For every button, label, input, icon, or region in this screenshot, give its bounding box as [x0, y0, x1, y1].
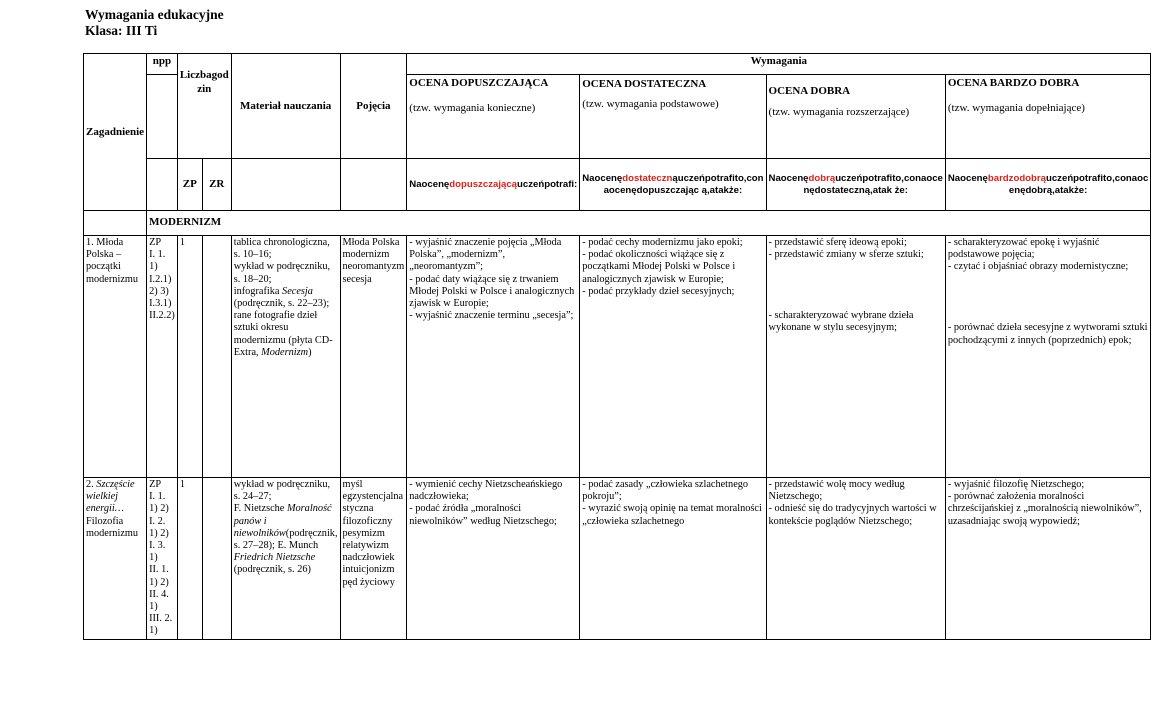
level-intro-dobra: Naocenędobrąuczeńpotrafito,conaoce nędostateczną,atak że: [766, 159, 945, 211]
level-intro-dopuszczajaca: Naocenędopuszczającąuczeńpotrafi: [407, 159, 580, 211]
requirements-table [83, 53, 1151, 640]
level-intro-dostateczna: Naocenędostatecznąuczeńpotrafito,con aocenędopuszczając ą,atakże: [580, 159, 766, 211]
npp-cell: ZP I. 1. 1) 2) I. 2. 1) 2) I. 3. 1) II. 1. 1) 2) II. 4. 1) III. 2. 1) [147, 478, 178, 640]
level-subtitle: (tzw. wymagania podstawowe) [582, 98, 719, 110]
header-zr: ZR [202, 159, 231, 211]
requirements-dostateczna: - podać zasady „człowieka szlachetnego pokroju”; - wyrazić swoją opinię na temat moralności „człowieka szlachetnego [580, 478, 766, 640]
header-npp-blank-2 [147, 159, 178, 211]
requirements-dopuszczajaca: - wyjaśnić znaczenie pojęcia „Młoda Polska”, „modernizm”, „neoromantyzm”; - podać daty wiążące się z trwaniem Młodej Polski w Polsce i analogicznych zjawisk w Europie; - wyjaśnić znaczenie terminu „secesja”; [407, 236, 580, 478]
header-material-blank [231, 159, 340, 211]
header-pojecia: Pojęcia [340, 54, 407, 159]
level-header-bardzo-dobra [945, 75, 1150, 159]
concepts-cell: myśl egzystencjalna styczna filozoficzny pesymizm relatywizm nadczłowiek intuicjonizm pęd życiowy [340, 478, 407, 640]
material-cell: wykład w podręczniku, s. 24–27; F. Nietzsche Moralność panów i niewolników(podręcznik, s. 27–28); E. Munch Friedrich Nietzsche (podręcznik, s. 26) [231, 478, 340, 640]
level-subtitle: (tzw. wymagania dopełniające) [947, 102, 1085, 114]
level-header-dostateczna [580, 75, 766, 159]
level-subtitle: (tzw. wymagania konieczne) [409, 102, 536, 114]
level-header-dobra [766, 75, 945, 159]
level-header-dopuszczajaca [407, 75, 580, 159]
requirements-dobra: - przedstawić wolę mocy według Nietzschego; - odnieść się do tradycyjnych wartości w kontekście poglądów Nietzschego; [766, 478, 945, 640]
header-npp: npp [147, 54, 178, 75]
header-pojecia-blank [340, 159, 407, 211]
level-intro-bardzo-dobra: Naocenębardzodobrąuczeńpotrafito,conaoc enędobrą,atakże: [945, 159, 1150, 211]
npp-cell: ZP I. 1. 1) I.2.1) 2) 3) I.3.1) II.2.2) [147, 236, 178, 478]
level-subtitle: (tzw. wymagania rozszerzające) [768, 106, 910, 118]
topic-cell: 1. Młoda Polska – początki modernizmu [84, 236, 147, 478]
table-row [84, 236, 1151, 478]
concepts-cell: Młoda Polska modernizm neoromantyzm secesja [340, 236, 407, 478]
level-title: OCENA DOBRA [768, 85, 851, 97]
requirements-bardzo-dobra: - wyjaśnić filozofię Nietzschego; - porównać założenia moralności chrześcijańskiej z „moralnością niewolników”, uzasadniając swoją wypowiedź; [945, 478, 1150, 640]
header-liczba-godzin: Liczbagod zin [177, 54, 231, 159]
hours-cell: 1 [177, 478, 202, 640]
requirements-dostateczna: - podać cechy modernizmu jako epoki; - podać okoliczności wiążące się z początkami Młodej Polski w Polsce i analogicznych zjawisk w Europie; - podać przykłady dzieł secesyjnych; [580, 236, 766, 478]
material-cell: tablica chronologiczna, s. 10–16; wykład w podręczniku, s. 18–20; infografika Secesja (podręcznik, s. 22–23); rane fotografie dzieł sztuki okresu modernizmu (płyta CD-Extra, Modernizm) [231, 236, 340, 478]
level-title: OCENA BARDZO DOBRA [947, 77, 1080, 89]
document-title: Wymagania edukacyjne [85, 7, 224, 22]
level-title: OCENA DOSTATECZNA [582, 78, 707, 90]
header-material: Materiał nauczania [231, 54, 340, 159]
requirements-bardzo-dobra: - scharakteryzować epokę i wyjaśnić podstawowe pojęcia; - czytać i objaśniać obrazy modernistyczne; - porównać dzieła secesyjne z wytworami sztuki pochodzącymi z innych (poprzednich) epok; [945, 236, 1150, 478]
requirements-dopuszczajaca: - wymienić cechy Nietzscheańskiego nadczłowieka; - podać źródła „moralności niewolników” według Nietzschego; [407, 478, 580, 640]
zr-cell [202, 236, 231, 478]
requirements-dobra: - przedstawić sferę ideową epoki; - przedstawić zmiany w sferze sztuki; - scharakteryzować wybrane dzieła wykonane w stylu secesyjnym; [766, 236, 945, 478]
level-title: OCENA DOPUSZCZAJĄCA [409, 77, 549, 89]
table-row [84, 478, 1151, 640]
zr-cell [202, 478, 231, 640]
header-zp: ZP [177, 159, 202, 211]
topic-cell: 2. Szczęście wielkiej energii… Filozofia modernizmu [84, 478, 147, 640]
header-zagadnienie: Zagadnienie [84, 54, 147, 211]
class-label: Klasa: III Ti [85, 23, 158, 38]
header-wymagania: Wymagania [407, 54, 1151, 75]
hours-cell: 1 [177, 236, 202, 478]
section-title: MODERNIZM [147, 211, 1151, 236]
header-npp-blank [147, 75, 178, 159]
section-blank [84, 211, 147, 236]
